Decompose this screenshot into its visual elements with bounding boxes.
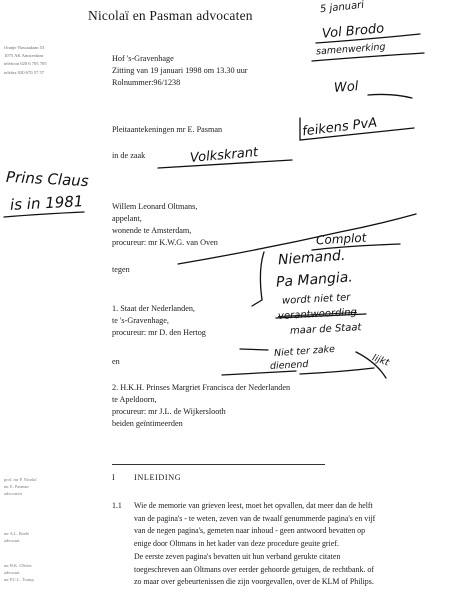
- respondents-both: beiden geïntimeerden: [112, 419, 183, 428]
- side-name: advocaat: [4, 538, 20, 544]
- side-name: mr P.C.L. Tromp: [4, 577, 34, 583]
- wol-line: [368, 94, 412, 98]
- handwritten-niemand: Niemand.: [277, 247, 346, 269]
- handwritten-feikens: feikens PvA: [301, 115, 378, 140]
- appellant-residence: wonende te Amsterdam,: [112, 226, 192, 235]
- complot-underline: [312, 244, 400, 250]
- underline-vol-brodo: [316, 34, 420, 43]
- side-name: advocaat: [4, 570, 20, 576]
- underline-samenwerking: [312, 53, 424, 61]
- court-name: Hof 's-Gravenhage: [112, 54, 174, 63]
- lijkt-stroke: [356, 352, 386, 378]
- handwritten-volkskrant: Volkskrant: [189, 145, 259, 166]
- respondent1-place: te 's-Gravenhage,: [112, 316, 169, 325]
- handwritten-niet-ter: Niet ter zake: [273, 343, 336, 360]
- handwritten-wol: Wol: [333, 79, 359, 96]
- dash-left-niet: [240, 349, 268, 350]
- handwritten-wordt-niet: wordt niet ter: [281, 292, 351, 307]
- mid-line: [222, 371, 296, 375]
- paragraph-line: De eerste zeven pagina's bevatten uit hun verband gerukte citaten: [134, 551, 341, 561]
- handwritten-complot: Complot: [315, 230, 367, 248]
- paragraph-line: toegeschreven aan Oltmans over eerder gehoorde getuigen, de rechtbank. of: [134, 564, 374, 574]
- side-name: mr E. Pasman: [4, 484, 29, 490]
- handwritten-verantwoording: verantwoording: [277, 306, 358, 323]
- roll-number: Rolnummer:96/1238: [112, 78, 181, 87]
- bracket-arrow: [252, 300, 262, 306]
- respondent1-name: 1. Staat der Nederlanden,: [112, 304, 195, 313]
- side-name: mr A.L. Boele: [4, 531, 30, 536]
- respondent1-attorney: procureur: mr D. den Hertog: [112, 328, 206, 337]
- side-name: mr B.K. Olivier: [4, 563, 32, 568]
- respondent2-attorney: procureur: mr J.L. de Wijkerslooth: [112, 407, 226, 416]
- side-name: prof. mr P. Nicolaï: [4, 477, 37, 482]
- letterhead: Nicolaï en Pasman advocaten: [88, 8, 253, 23]
- bracket-left: [260, 252, 264, 300]
- paragraph-line: van de negen pagina's, gemeten naar inhoud - geen antwoord bevatten op: [134, 526, 366, 536]
- paragraph-line: Wie de memorie van grieven leest, moet het opvallen, dat meer dan de helft: [134, 501, 373, 510]
- appellant-role: appelant,: [112, 214, 142, 223]
- paragraph-number: 1.1: [112, 501, 122, 510]
- section-title: INLEIDING: [134, 473, 182, 482]
- appellant-attorney: procureur: mr K.W.G. van Oven: [112, 238, 218, 247]
- and-label: en: [112, 357, 120, 366]
- address-line: Oranje Nassaulaan 53: [4, 45, 45, 50]
- paragraph-line: van de pagina's - te weten, zeven van de twaalf genummerde pagina's en vijf: [134, 513, 376, 523]
- prins-claus-underline: [4, 212, 84, 217]
- document-title: Pleitaantekeningen mr E. Pasman: [112, 125, 223, 134]
- session-line: Zitting van 19 januari 1998 om 13.30 uur: [112, 66, 248, 75]
- handwritten-prins-claus: Prins Claus: [5, 167, 90, 191]
- address-line: telefoon 020 6 705 705: [4, 61, 47, 67]
- section-number: I: [112, 473, 115, 482]
- volkskrant-line: [158, 160, 292, 168]
- paragraph-line: zo maar over gebeurtenissen die zijn voorgevallen, over de KLM of Philips.: [134, 577, 374, 587]
- handwritten-lijkt: lijkt: [370, 352, 391, 369]
- paragraph-line: enige door Oltmans in het kader van deze procedure geuite grief.: [134, 539, 339, 549]
- respondent2-name: 2. H.K.H. Prinses Margriet Francisca der Nederlanden: [112, 383, 291, 392]
- address-line: 1075 AK Amsterdam: [4, 53, 44, 59]
- long-diagonal-line: [178, 214, 416, 264]
- dienend-stroke: [300, 368, 374, 374]
- appellant-name: Willem Leonard Oltmans,: [112, 202, 198, 211]
- handwritten-samenwerking: samenwerking: [315, 41, 386, 58]
- handwritten-dienend: dienend: [269, 359, 309, 372]
- handwritten-vol-brodo: Vol Brodo: [321, 21, 385, 42]
- handwritten-date: 5 januari: [319, 0, 365, 16]
- handwritten-pa-mangia: Pa Mangia.: [275, 269, 354, 291]
- against-label: tegen: [112, 265, 130, 274]
- respondent2-place: te Apeldoorn,: [112, 395, 157, 404]
- side-name: advocaten: [4, 491, 22, 497]
- strike-verantwoording: [276, 314, 366, 318]
- handwritten-year: is in 1981: [9, 192, 84, 214]
- feikens-box: [300, 118, 414, 140]
- in-case-label: in de zaak: [112, 151, 146, 160]
- address-line: telefax 020 670 57 57: [4, 69, 45, 75]
- handwritten-maar-staat: maar de Staat: [289, 322, 362, 337]
